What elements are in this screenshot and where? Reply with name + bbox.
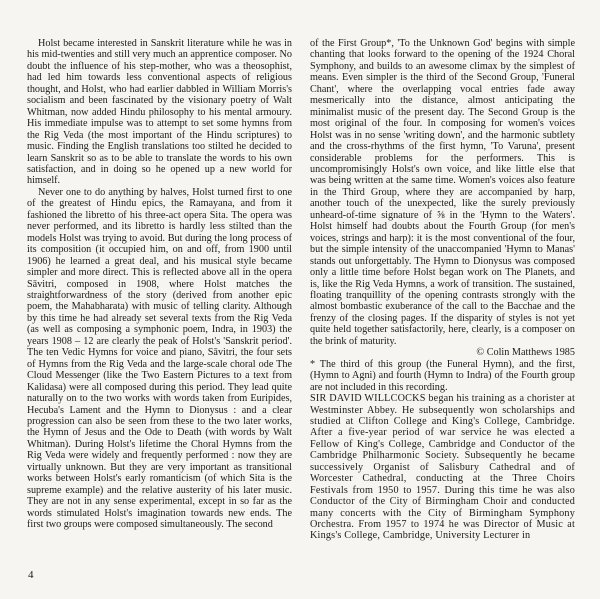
paragraph-hymn-groups: of the First Group*, 'To the Unknown God' begins with simple chanting that looks forward to the opening of the 1924 Choral Symphony, and builds to an awesome climax by the simplest of means. Even simpler is the third of the Second Group, 'Funeral Chant', where the overlapping vocal entries fade away mesmerically into the distance, almost anticipating the minimalist music of the present day. The Second Group is the most original of the four. In composing for women's voices Holst was in no sense 'writing down', and the harmonic subtlety and the cross-rhythms of the first hymn, 'To Varuna', present considerable problems for the performers. This is uncompromisingly Holst's own voice, and like little else that was being written at the same time. Women's voices also feature in the Third Group, where they are accompanied by harp, another touch of the unexpected, like the surely previously unheard-of-time signature of ⅝ in the 'Hymn to the Waters'. Holst himself had doubts about the Fourth Group (for men's voices, strings and harp): it is the most conventional of the four, but the simple intensity of the unaccompanied 'Hymn to Manas' stands out unforgettably. The Hymn to Dionysus was composed only a little time before Holst began work on The Planets, and is, like the Rig Veda Hymns, a work of transition. The sustained, floating tranquillity of the opening contrasts strongly with the almost bombastic exuberance of the call to the Bacchae and the frenzy of the closing pages. If the disparity of styles is not yet quite held together satisfactorily, here, clearly, is a composer on the brink of maturity. bbox=[310, 38, 575, 347]
right-column bbox=[310, 38, 575, 542]
paragraph-willcocks-bio: SIR DAVID WILLCOCKS began his training as a chorister at Westminster Abbey. He subsequently won scholarships and studied at Clifton College and King's College, Cambridge. After a five-year period of war service he was elected a Fellow of King's College, Cambridge and Conductor of the Cambridge Philharmonic Society. Subsequently he became successively Organist of Salisbury Cathedral and of Worcester Cathedral, conducting at the Three Choirs Festivals from 1950 to 1957. During this time he was also Conductor of the City of Birmingham Choir and conducted many concerts with the City of Birmingham Symphony Orchestra. From 1957 to 1974 he was Director of Music at Kings's College, Cambridge, University Lecturer in bbox=[310, 393, 575, 542]
page-number: 4 bbox=[28, 569, 34, 581]
paragraph-sanskrit-interest: Holst became interested in Sanskrit literature while he was in his mid-twenties and still very much an apprentice composer. No doubt the influence of his step-mother, who was a theosophist, had led him towards less conventional aspects of religious thought, and Holst, who had earlier dabbled in William Morris's socialism and been fascinated by the visionary poetry of Walt Whitman, now added Hindu philosophy to his mental armoury. His immediate impulse was to attempt to set some hymns from the Rig Veda (the most important of the Hindu scriptures) to music. Finding the English translations too stilted he decided to learn Sanskrit so as to be able to translate the words to his own satisfaction, and in doing so he opened up a new world for himself. bbox=[27, 38, 292, 187]
paragraph-sanskrit-period: Never one to do anything by halves, Holst turned first to one of the greatest of Hindu epics, the Ramayana, and from it fashioned the libretto of his three-act opera Sita. The opera was never performed, and its libretto is hardly less stilted than the models Holst was trying to avoid. But during the long process of its composition (it occupied him, on and off, from 1900 until 1906) he learned a great deal, and his musical style became simpler and more direct. This is reflected above all in the opera Sāvitri, composed in 1908, where Holst matches the straightforwardness of the story (derived from another epic poem, the Mahabharata) with music of telling clarity. Although by this time he had already set several texts from the Rig Veda (as well as composing a symphonic poem, Indra, in 1903) the years 1908 – 12 are clearly the peak of Holst's 'Sanskrit period'. The ten Vedic Hymns for voice and piano, Sāvitri, the four sets of Hymns from the Rig Veda and the large-scale choral ode The Cloud Messenger (like the Two Eastern Pictures to a text from Kalidasa) were all composed during this period. They lead quite naturally on to the two works with words taken from Euripides, Hecuba's Lament and the Hymn to Dionysus : and a clear progression can also be seen from these to the two later works, the Hymn of Jesus and the Ode to Death (with words by Walt Whitman). During Holst's lifetime the Choral Hymns from the Rig Veda were widely and frequently performed : now they are virtually unknown. But they are very important as transitional works between Holst's early romanticism (of which Sita is the supreme example) and the relative austerity of his later music. They are not in any sense experimental, except in so far as the words stimulated Holst's imagination towards new ends. The first two groups were composed simultaneously. The second bbox=[27, 186, 292, 531]
copyright-signature: © Colin Matthews 1985 bbox=[476, 347, 575, 359]
footnote: * The third of this group (the Funeral Hymn), and the first, (Hymn to Agni) and fourth (Hymn to Indra) of the Fourth group are not included in this recording. bbox=[310, 358, 575, 393]
left-column bbox=[27, 38, 292, 530]
